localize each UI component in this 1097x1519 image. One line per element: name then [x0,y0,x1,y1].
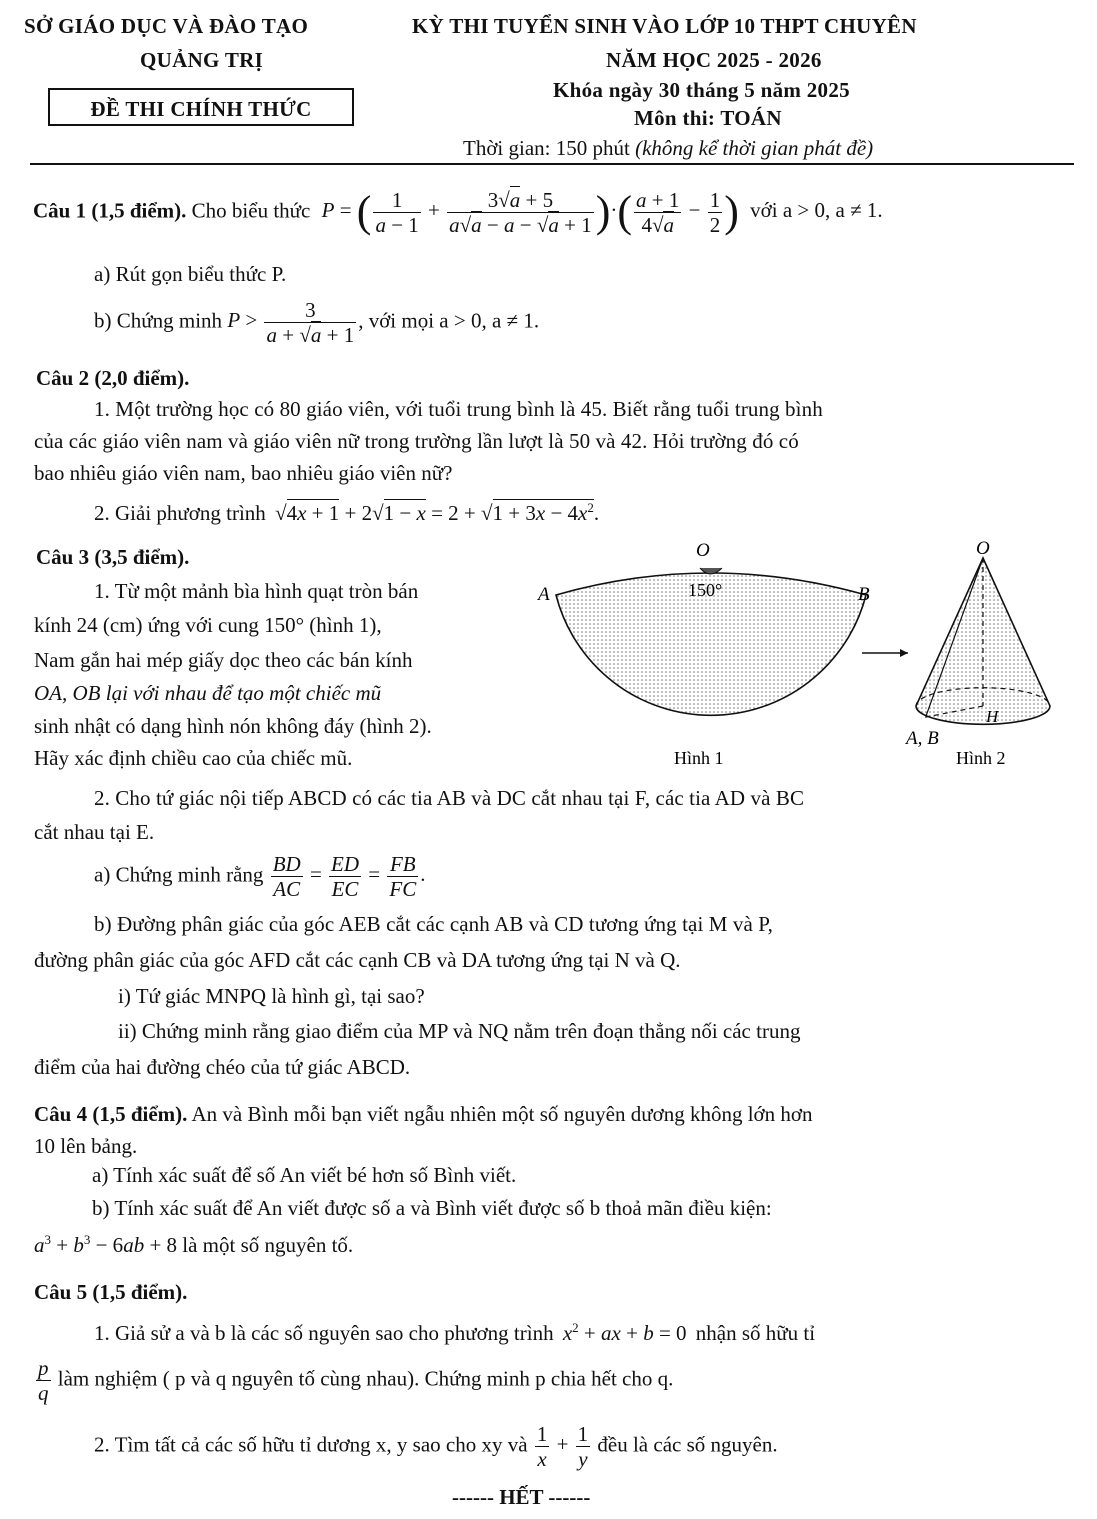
q5-p1-line1 [94,1320,815,1346]
arrow-head [900,649,908,657]
fig2-label-H: H [986,707,999,726]
q4-title: Câu 4 (1,5 điểm). [34,1102,188,1126]
q5-fraction-pq: $\frac{p}{q}$ [38,1356,49,1406]
fig1-angle: 150° [688,580,723,600]
subject: Môn thi: TOÁN [634,106,782,130]
q1b-formula: P > $\frac{3}{a + √a + 1}$ [227,298,355,348]
q1b-pre: b) Chứng minh [94,308,223,333]
q5-p2-line [94,1422,778,1471]
q2-p1-line2: của các giáo viên nam và giáo viên nữ trong trường lần lượt là 50 và 42. Hỏi trường đó có [34,429,799,453]
fig2-caption: Hình 2 [956,748,1006,768]
fig1-caption: Hình 1 [674,748,724,768]
q5-p1-line2 [34,1356,673,1405]
exam-title: KỲ THI TUYỂN SINH VÀO LỚP 10 THPT CHUYÊN [412,14,917,38]
q3-p2a-pre: a) Chứng minh rằng [94,862,264,887]
q3-p1-line4: OA, OB lại với nhau để tạo một chiếc mũ [34,681,382,705]
fig1-label-A: A [538,584,550,605]
q3-p2-line1: 2. Cho tứ giác nội tiếp ABCD có các tia AB và DC cắt nhau tại F, các tia AD và BC [94,786,805,810]
q1b-post: , với mọi a > 0, a ≠ 1. [358,308,540,333]
fig1-label-O: O [696,540,710,561]
q4b-line1: b) Tính xác suất để An viết được số a và Bình viết được số b thoả mãn điều kiện: [92,1196,772,1220]
q3-p2b-line2: đường phân giác của góc AFD cắt các cạnh CB và DA tương ứng tại N và Q. [34,948,681,972]
q2-p2-pre: 2. Giải phương trình [94,501,266,525]
q4-line1 [34,1102,813,1127]
q4b-line2 [34,1232,353,1258]
q3-p2b-line1: b) Đường phân giác của góc AEB cắt các cạnh AB và CD tương ứng tại M và P, [94,912,774,936]
q4b-text: là một số nguyên tố. [182,1233,354,1257]
q3-p2-line2: cắt nhau tại E. [34,820,155,844]
q5-p2-formula: $\frac{1}{x}$ + $\frac{1}{y}$ [536,1422,589,1472]
official-exam-box: ĐỀ THI CHÍNH THỨC [48,88,354,126]
q3-p1-line6: Hãy xác định chiều cao của chiếc mũ. [34,746,353,770]
time-note: (không kể thời gian phát đề) [635,136,874,160]
school-year: NĂM HỌC 2025 - 2026 [606,48,822,72]
dept-name: SỞ GIÁO DỤC VÀ ĐÀO TẠO [24,14,309,38]
time-label: Thời gian: 150 phút [463,136,630,160]
q3-p1-line1: 1. Từ một mảnh bìa hình quạt tròn bán [94,579,419,603]
q3-p1-line2: kính 24 (cm) ứng với cung 150° (hình 1), [34,613,382,637]
q5-p1-text2: làm nghiệm ( p và q nguyên tố cùng nhau). Chứng minh p chia hết cho q. [57,1366,674,1391]
q2-title: Câu 2 (2,0 điểm). [36,366,190,390]
q3-title: Câu 3 (3,5 điểm). [36,545,190,569]
q3-p1-line3: Nam gắn hai mép giấy dọc theo các bán kính [34,648,413,672]
q5-p1-pre: 1. Giả sử a và b là các số nguyên sao cho phương trình [94,1321,554,1345]
q5-p2-pre: 2. Tìm tất cả các số hữu tỉ dương x, y sao cho xy và [94,1432,528,1457]
q3-figures [536,538,1066,768]
fig1-label-B: B [858,584,870,605]
q2-p1-line3: bao nhiêu giáo viên nam, bao nhiêu giáo viên nữ? [34,461,453,485]
q5-title: Câu 5 (1,5 điểm). [34,1280,188,1304]
q1a: a) Rút gọn biểu thức P. [94,262,287,286]
q1-title: Câu 1 (1,5 điểm). [33,198,187,223]
q2-p1-line1: 1. Một trường học có 80 giáo viên, với tuổi trung bình là 45. Biết rằng tuổi trung bình [94,397,823,421]
q1-formula: P = ( $\frac{1}{a - 1}$ + $\frac{3√a + 5}{a√a - a - √a + 1}$ )·( $\frac{a + 1}{4√a}$ − $\frac{1}{2}$ ) [321,187,739,238]
q5-p2-post: đều là các số nguyên. [597,1432,778,1457]
q3-p2b-ii-line2: điểm của hai đường chéo của tứ giác ABCD. [34,1055,411,1079]
q2-equation: $√4x + 1 + 2√1 - x = 2 + √1 + 3x - 4x^2$. [275,500,600,525]
q4b-expression: $a^3 + b^3 - 6ab + 8$ [34,1232,178,1257]
q4-line2: 10 lên bảng. [34,1134,138,1158]
end-marker: ------ HẾT ------ [452,1485,591,1509]
q1b-line [94,298,539,347]
fig2-label-O: O [976,538,990,559]
q1-line [33,188,883,237]
q3-p2a-line [94,852,425,901]
q1-condition: với a > 0, a ≠ 1. [750,198,883,223]
province-name: QUẢNG TRỊ [140,48,264,72]
q4-text1: An và Bình mỗi bạn viết ngẫu nhiên một số nguyên dương không lớn hơn [191,1102,813,1126]
q4a: a) Tính xác suất để số An viết bé hơn số Bình viết. [92,1163,517,1187]
header-divider [30,163,1074,165]
q3-p2a-formula: $\frac{BD}{AC}$ = $\frac{ED}{EC}$ = $\frac{FB}{FC}$ . [272,852,426,902]
q3-p2b-ii-line1: ii) Chứng minh rằng giao điểm của MP và NQ nằm trên đoạn thẳng nối các trung [118,1019,801,1043]
q5-equation: $x^2$ + ax + b = 0 [562,1320,687,1345]
q2-p2-line [94,500,599,526]
q1-intro: Cho biểu thức [191,198,311,223]
q3-p1-line5: sinh nhật có dạng hình nón không đáy (hình 2). [34,714,432,738]
q5-p1-post: nhận số hữu tỉ [695,1321,816,1345]
fig2-label-AB: A, B [906,728,939,749]
exam-date: Khóa ngày 30 tháng 5 năm 2025 [553,78,850,102]
time-allowed [463,136,873,161]
q3-p2b-i: i) Tứ giác MNPQ là hình gì, tại sao? [118,984,425,1008]
